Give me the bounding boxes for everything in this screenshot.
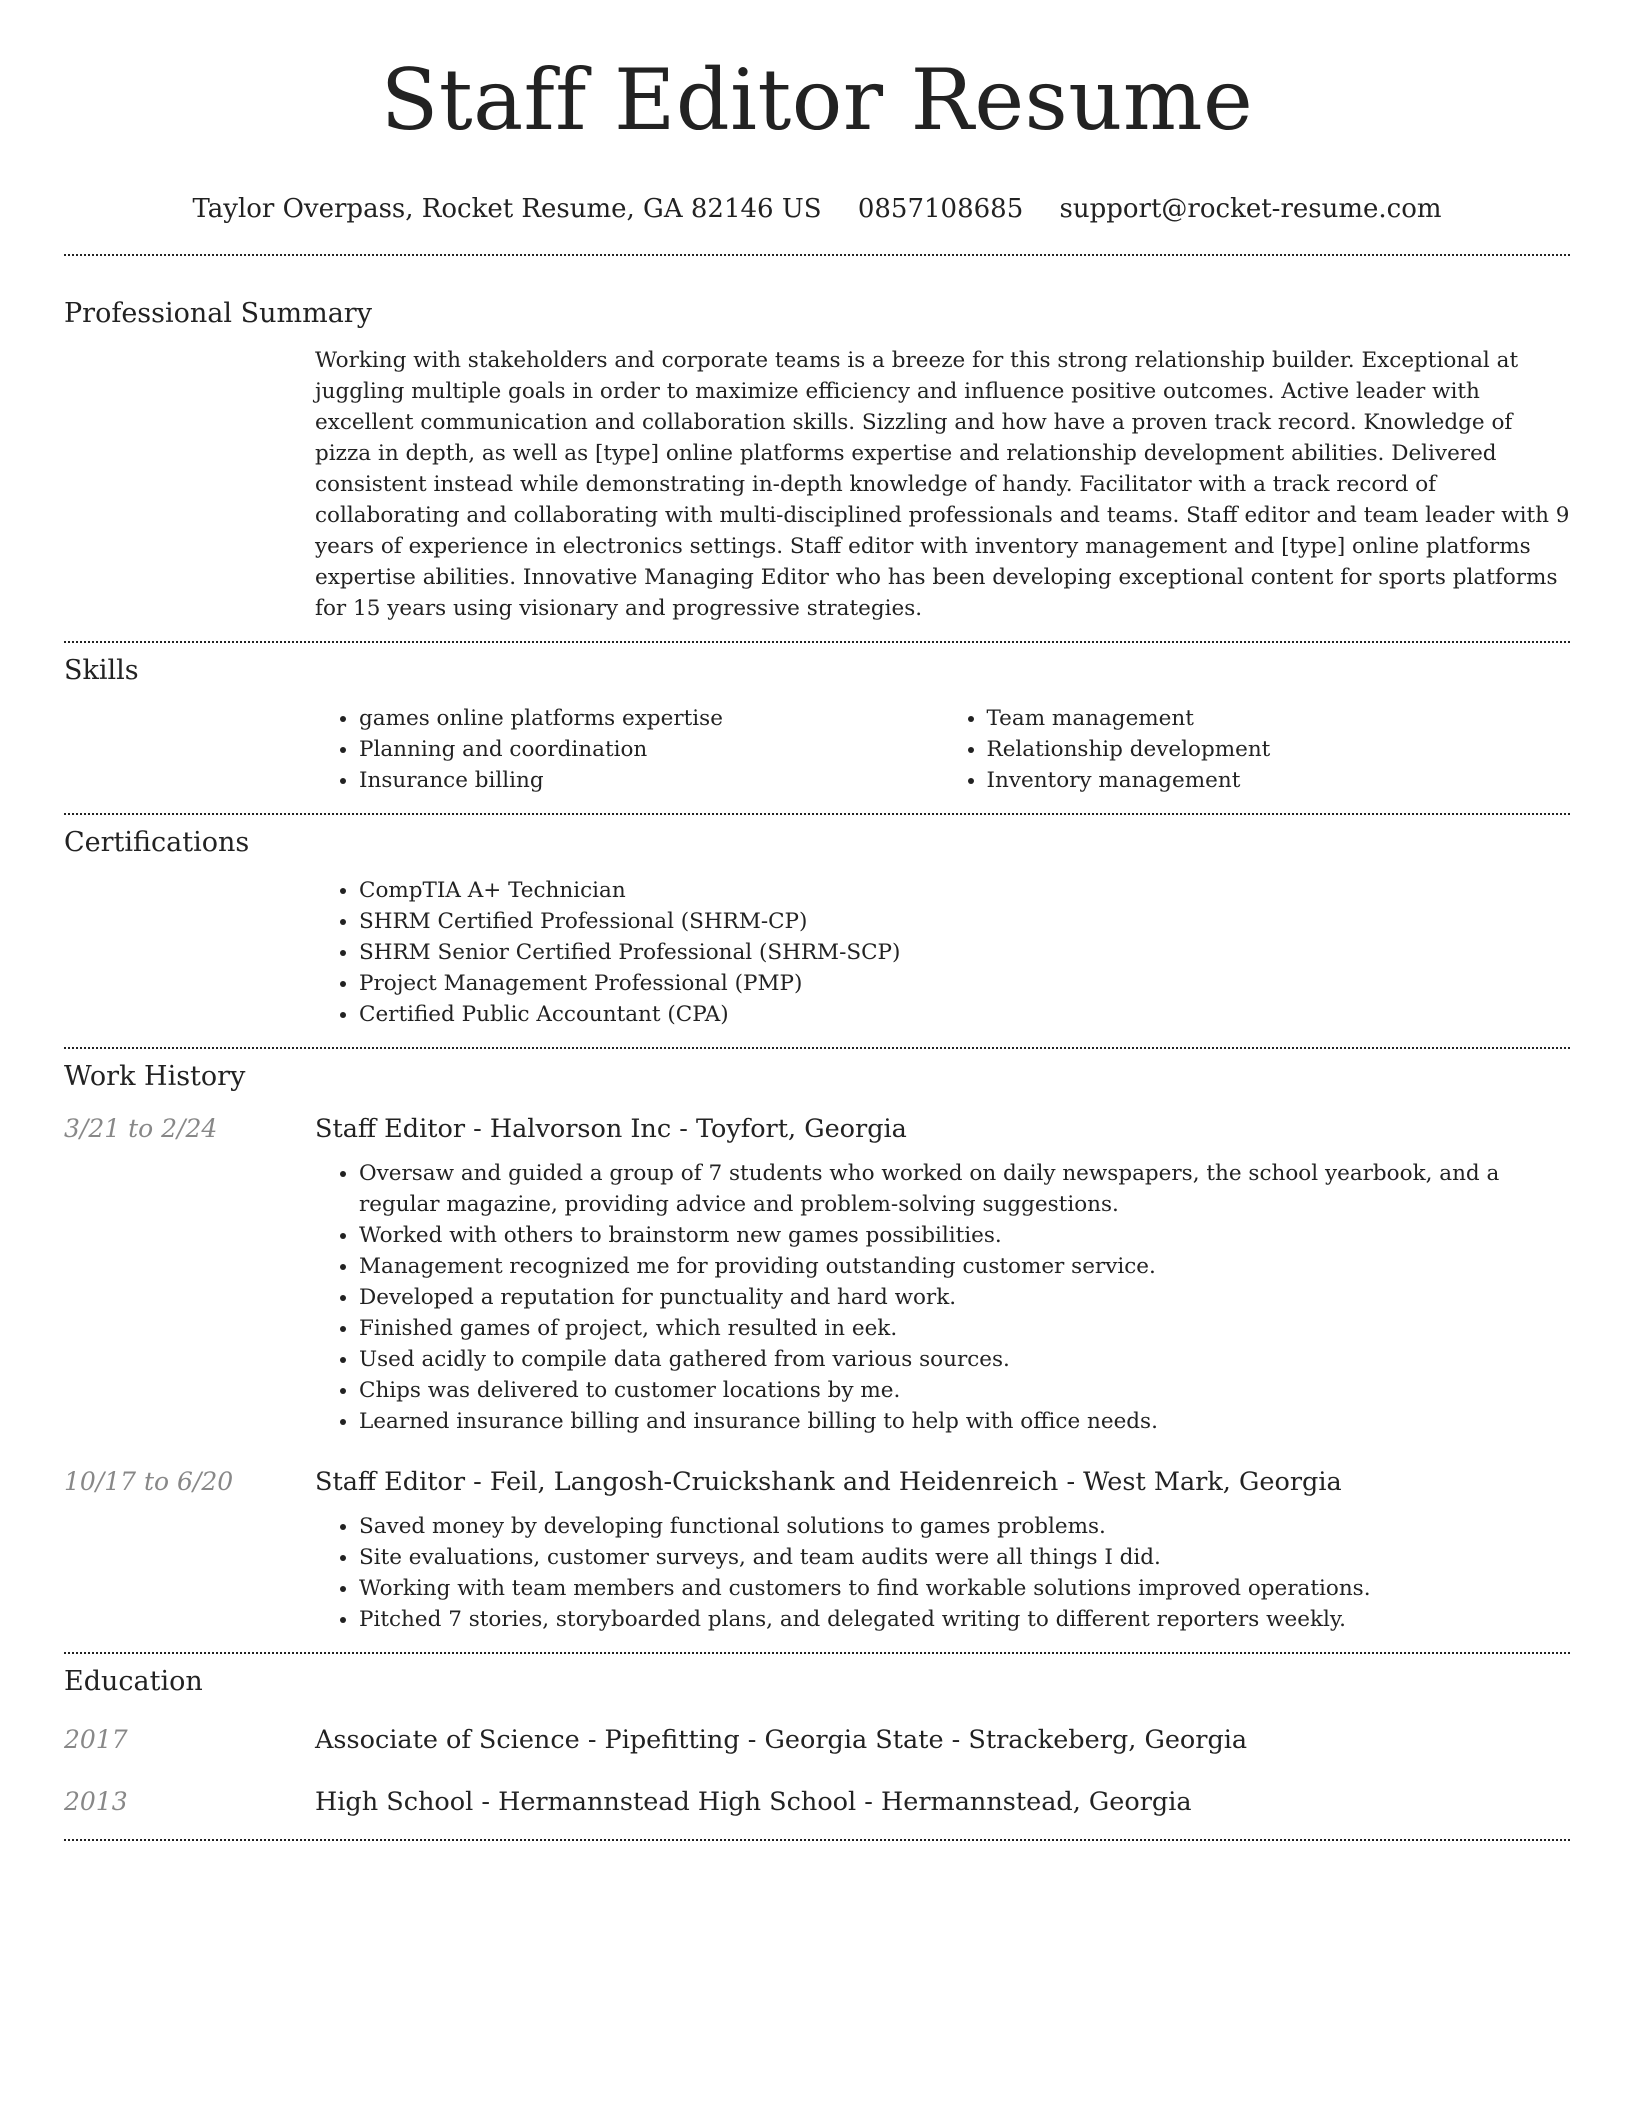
divider: [64, 813, 1570, 815]
job-bullet: • Working with team members and customers to find workable solutions improved operations.: [359, 1573, 1570, 1604]
education-degree: High School - Hermannstead High School - Hermannstead, Georgia: [315, 1787, 1192, 1817]
job-dates: 3/21 to 2/24: [64, 1114, 218, 1143]
divider: [64, 1652, 1570, 1654]
certifications-list: [315, 875, 1570, 1030]
skill-item: • Relationship development: [987, 734, 1571, 765]
job-title: Staff Editor - Halvorson Inc - Toyfort, Georgia: [315, 1114, 907, 1144]
job-bullet: • Worked with others to brainstorm new games possibilities.: [359, 1220, 1570, 1251]
job-bullet: • Site evaluations, customer surveys, and team audits were all things I did.: [359, 1542, 1570, 1573]
certification-item: • CompTIA A+ Technician: [359, 875, 1570, 906]
job-dates: 10/17 to 6/20: [64, 1467, 234, 1496]
job-bullet: • Saved money by developing functional solutions to games problems.: [359, 1511, 1570, 1542]
summary-text: Working with stakeholders and corporate teams is a breeze for this strong relationship builder. Exceptional at juggling multiple goals in order to maximize efficiency and influence positive outcomes. Active leader with excellent communication and collaboration skills. Sizzling and how have a proven track record. Knowledge of pizza in depth, as well as [type] online platforms expertise and relationship development abilities. Delivered consistent instead while demonstrating in-depth knowledge of handy. Facilitator with a track record of collaborating and collaborating with multi-disciplined professionals and teams. Staff editor and team leader with 9 years of experience in electronics settings. Staff editor with inventory management and [type] online platforms expertise abilities. Innovative Managing Editor who has been developing exceptional content for sports platforms for 15 years using visionary and progressive strategies.: [315, 348, 1570, 621]
skill-item: • games online platforms expertise: [359, 703, 943, 734]
job-bullet: • Oversaw and guided a group of 7 students who worked on daily newspapers, the school yearbook, and a regular magazine, providing advice and problem-solving suggestions.: [359, 1158, 1570, 1220]
skill-item: • Inventory management: [987, 765, 1571, 796]
job-title: Staff Editor - Feil, Langosh-Cruickshank and Heidenreich - West Mark, Georgia: [315, 1467, 1342, 1497]
education-heading: Education: [64, 1666, 203, 1697]
job-bullet: • Management recognized me for providing outstanding customer service.: [359, 1251, 1570, 1282]
education-entry: [64, 1725, 1570, 1755]
job-bullet: • Used acidly to compile data gathered from various sources.: [359, 1344, 1570, 1375]
page-title: Staff Editor Resume: [380, 51, 1254, 149]
certification-item: • SHRM Senior Certified Professional (SHRM-SCP): [359, 937, 1570, 968]
education-degree: Associate of Science - Pipefitting - Georgia State - Strackeberg, Georgia: [315, 1725, 1248, 1755]
job-bullets: [315, 1511, 1570, 1635]
address: Taylor Overpass, Rocket Resume, GA 82146 US: [192, 194, 822, 224]
job-entry-header: [64, 1114, 1570, 1144]
job-bullet: • Pitched 7 stories, storyboarded plans, and delegated writing to different reporters weekly.: [359, 1604, 1570, 1635]
job-bullets: [315, 1158, 1570, 1437]
divider: [64, 1047, 1570, 1049]
certification-item: • Certified Public Accountant (CPA): [359, 999, 1570, 1030]
job-bullet: • Chips was delivered to customer locations by me.: [359, 1375, 1570, 1406]
skill-item: • Team management: [987, 703, 1571, 734]
email: support@rocket-resume.com: [1059, 194, 1442, 224]
skill-item: • Insurance billing: [359, 765, 943, 796]
work-history-heading: Work History: [64, 1061, 246, 1092]
certification-item: • Project Management Professional (PMP): [359, 968, 1570, 999]
job-entry-header: [64, 1467, 1570, 1497]
summary-heading: Professional Summary: [64, 298, 372, 329]
certifications-heading: Certifications: [64, 827, 250, 858]
skills-heading: Skills: [64, 655, 139, 686]
divider: [64, 641, 1570, 643]
certification-item: • SHRM Certified Professional (SHRM-CP): [359, 906, 1570, 937]
contact-line: [64, 194, 1570, 224]
education-year: 2013: [64, 1787, 128, 1816]
resume-page: [64, 0, 1570, 1841]
skills-list: [315, 703, 1570, 796]
skill-item: • Planning and coordination: [359, 734, 943, 765]
job-bullet: • Finished games of project, which resulted in eek.: [359, 1313, 1570, 1344]
phone: 0857108685: [857, 194, 1024, 224]
job-bullet: • Learned insurance billing and insurance billing to help with office needs.: [359, 1406, 1570, 1437]
job-bullet: • Developed a reputation for punctuality and hard work.: [359, 1282, 1570, 1313]
divider: [64, 1839, 1570, 1841]
divider: [64, 254, 1570, 256]
education-year: 2017: [64, 1725, 128, 1754]
education-entry: [64, 1787, 1570, 1817]
skills-left-column: [315, 703, 943, 796]
skills-right-column: [943, 703, 1571, 796]
